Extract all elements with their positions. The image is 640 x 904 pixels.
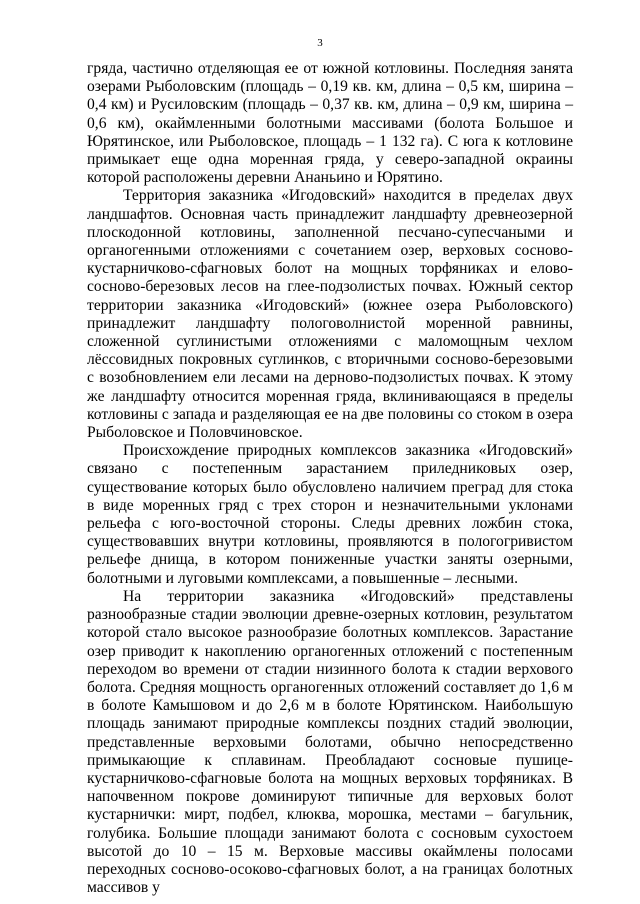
body-text — [87, 60, 573, 897]
paragraph-2: Территория заказника «Игодовский» находится в пределах двух ландшафтов. Основная часть принадлежит ландшафту древнеозерной плоскодонной котловины, заполненной песчано-супесчаными и органогенными отложениями с сочетанием озер, верховых сосново-кустарничково-сфагновых болот на мощных торфяниках и елово-сосново-березовых лесов на глее-подзолистых почвах. Южный сектор территории заказника «Игодовский» (южнее озера Рыболовского) принадлежит ландшафту пологоволнистой моренной равнины, сложенной суглинистыми отложениями с маломощным чехлом лёссовидных покровных суглинков, с вторичными сосново-березовыми с возобновлением ели лесами на дерново-подзолистых почвах. К этому же ландшафту относится моренная гряда, вклинивающаяся в пределы котловины с запада и разделяющая ее на две половины со стоком в озера Рыболовское и Половчиновское. — [87, 187, 573, 442]
paragraph-3: Происхождение природных комплексов заказника «Игодовский» связано с постепенным зарастанием приледниковых озер, существование которых было обусловлено наличием преград для стока в виде моренных гряд с трех сторон и незначительными уклонами рельефа с юго-восточной стороны. Следы древних ложбин стока, существовавших внутри котловины, проявляются в пологогривистом рельефе днища, в котором пониженные участки заняты озерными, болотными и луговыми комплексами, а повышенные – лесными. — [87, 442, 573, 587]
page-number: 3 — [317, 37, 323, 49]
paragraph-4: На территории заказника «Игодовский» представлены разнообразные стадии эволюции древне-озерных котловин, результатом которой стало высокое разнообразие болотных комплексов. Зарастание озер приводит к накоплению органогенных отложений с постепенным переходом во времени от стадии низинного болота к стадии верхового болота. Средняя мощность органогенных отложений составляет до 1,6 м в болоте Камышовом и до 2,6 м в болоте Юрятинском. Наибольшую площадь занимают природные комплексы поздних стадий эволюции, представленные верховыми болотами, обычно непосредственно примыкающие к сплавинам. Преобладают сосновые пушице-кустарничково-сфагновые болота на мощных верховых торфяниках. В напочвенном покрове доминируют типичные для верховых болот кустарнички: мирт, подбел, клюква, морошка, местами – багульник, голубика. Большие площади занимают болота с сосновым сухостоем высотой до 10 – 15 м. Верховые массивы окаймлены полосами переходных сосново-осоково-сфагновых болот, а на границах болотных массивов у — [87, 587, 573, 897]
paragraph-1: гряда, частично отделяющая ее от южной котловины. Последняя занята озерами Рыболовским (площадь – 0,19 кв. км, длина – 0,5 км, ширина – 0,4 км) и Русиловским (площадь – 0,37 кв. км, длина – 0,9 км, ширина – 0,6 км), окаймленными болотными массивами (болота Большое и Юрятинское, или Рыболовское, площадь – 1 132 га). С юга к котловине примыкает еще одна моренная гряда, у северо-западной окраины которой расположены деревни Ананьино и Юрятино. — [87, 60, 573, 187]
